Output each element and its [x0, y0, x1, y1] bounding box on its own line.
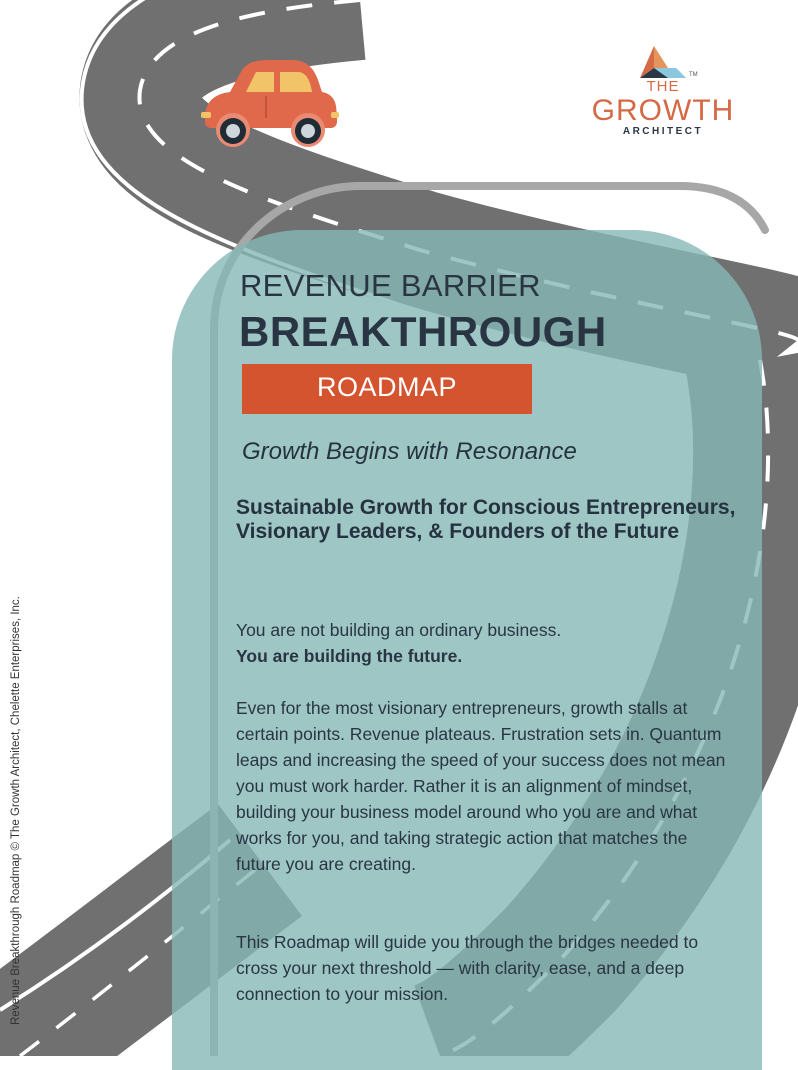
- intro-line-1: You are not building an ordinary business.: [236, 620, 562, 640]
- logo-the: THE: [646, 78, 680, 95]
- growth-architect-logo: [588, 42, 738, 142]
- triangle-logo-icon: [588, 42, 738, 82]
- subheading: Sustainable Growth for Conscious Entrepreneurs, Visionary Leaders, & Founders of the Future: [236, 496, 736, 543]
- intro-line-2: You are building the future.: [236, 646, 463, 666]
- body-paragraph-2: Even for the most visionary entrepreneurs, growth stalls at certain points. Revenue plateaus. Frustration sets in. Quantum leaps and increasing the speed of your success does not mean you must work harder. Rather it is an alignment of mindset, building your business model around who you are and what works for you, and taking strategic action that matches the future you are creating.: [236, 698, 726, 874]
- body-paragraph-3: This Roadmap will guide you through the bridges needed to cross your next threshold — with clarity, ease, and a deep connection to your mission.: [236, 932, 699, 1004]
- roadmap-banner: ROADMAP: [242, 364, 532, 414]
- logo-growth: GROWTH: [591, 94, 735, 127]
- title-line-1: REVENUE BARRIER: [240, 268, 541, 303]
- trademark-mark: TM: [689, 72, 698, 78]
- tagline: Growth Begins with Resonance: [242, 438, 577, 465]
- title-line-2: BREAKTHROUGH: [239, 308, 607, 355]
- copyright-sidebar-text: Revenue Breakthrough Roadmap © The Growth Architect, Chelette Enterprises, Inc.: [10, 596, 22, 1025]
- intro-paragraph: [236, 617, 736, 669]
- logo-architect: ARCHITECT: [622, 126, 704, 137]
